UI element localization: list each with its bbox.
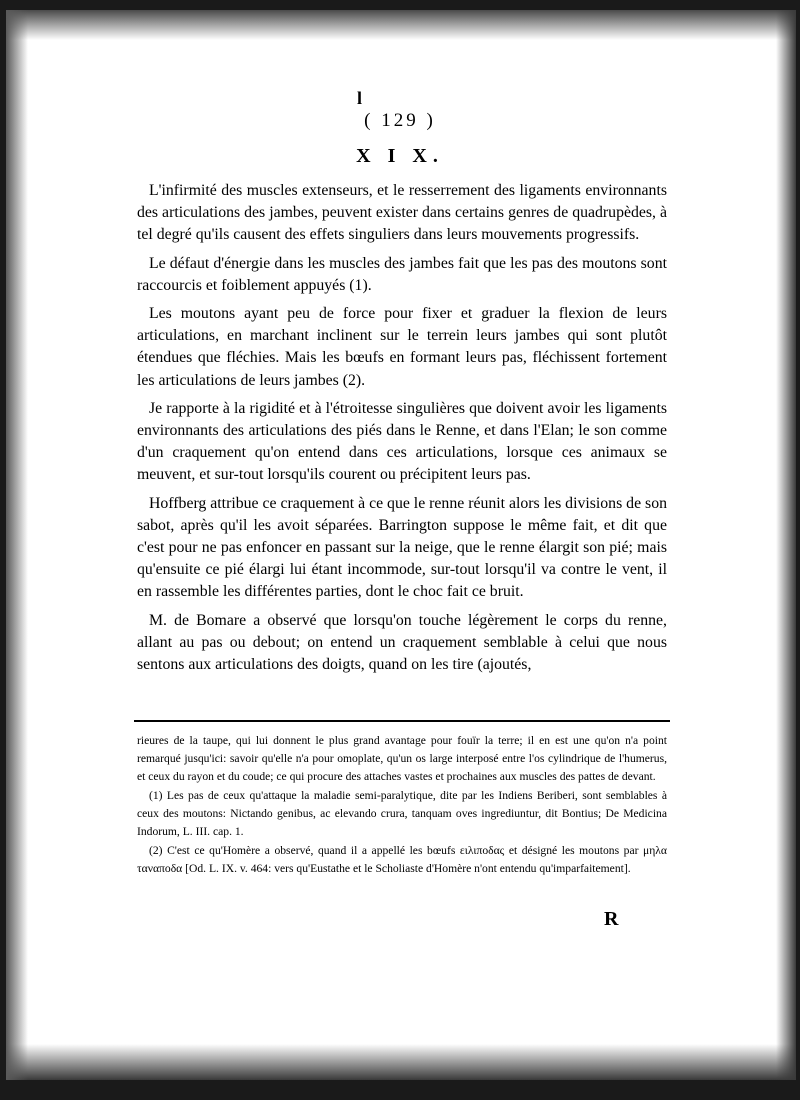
section-title: X I X.	[356, 145, 444, 167]
paragraph: Hoffberg attribue ce craquement à ce que le renne réunit alors les divisions de son sabot, après qu'il les avoit séparées. Barrington suppose le même fait, et dit que c'est pour ne pas enfoncer en passant sur la neige, que le renne élargit son pié; mais qu'ensuite ce pié élargi lui étant incommode, sur-tout lorsqu'il va contre le vent, il en rassemble les différentes parties, dont le choc fait ce bruit.	[137, 494, 667, 601]
scan-shadow-left	[6, 10, 28, 1080]
footnote-1: (1) Les pas de ceux qu'attaque la maladie semi-paralytique, dite par les Indiens Beriberi, sont semblables à ceux des moutons: Nictando genibus, ac elevando crura, tanquam oves ingrediuntur, dit Bontius; De Medicina Indorum, L. III. cap. 1.	[137, 789, 667, 838]
paragraph: L'infirmité des muscles extenseurs, et le resserrement des ligaments environnants des articulations des jambes, peuvent exister dans certains genres de quadrupèdes, à tel degré qu'ils causent des effets singuliers dans leurs mouvements progressifs.	[137, 182, 667, 244]
body-text	[137, 180, 667, 682]
paragraph: Je rapporte à la rigidité et à l'étroitesse singulières que doivent avoir les ligaments environnants des articulations des piés dans le Renne, et dans l'Elan; le son comme d'un craquement qu'on entend dans ces articulations, lorsque ces animaux se meuvent, et sur-tout lorsqu'ils courent ou précipitent leurs pas.	[137, 399, 667, 484]
paragraph: Le défaut d'énergie dans les muscles des jambes fait que les pas des moutons sont raccourcis et foiblement appuyés (1).	[137, 254, 667, 294]
top-mark: l	[357, 88, 363, 108]
page-number: ( 129 )	[364, 110, 436, 131]
signature-mark: R	[604, 908, 619, 930]
scan-shadow-right	[776, 10, 796, 1080]
scan-shadow-bottom	[6, 1044, 796, 1080]
scan-shadow-top	[6, 10, 796, 40]
footnote-2: (2) C'est ce qu'Homère a observé, quand il a appellé les bœufs ειλιποδας et désigné les moutons par μηλα ταναποδα [Od. L. IX. v. 464: vers qu'Eustathe et le Scholiaste d'Homère n'ont entendu qu'imparfaitement].	[137, 844, 667, 875]
footnote-continuation: rieures de la taupe, qui lui donnent le plus grand avantage pour fouïr la terre; il en est une qu'on n'a point remarqué jusqu'ici: savoir qu'elle n'a pour omoplate, qu'un os large interposé entre l'os cylindrique de l'humerus, et ceux du rayon et du coude; ce qui procure des attaches vastes et prochaines aux muscles des pattes de devant.	[137, 734, 667, 783]
footnotes	[137, 732, 667, 879]
paragraph: Les moutons ayant peu de force pour fixer et graduer la flexion de leurs articulations, en marchant inclinent sur le terrein leurs jambes qui sont plutôt étendues que fléchies. Mais les bœufs en formant leurs pas, fléchissent fortement les articulations de leurs jambes (2).	[137, 305, 667, 389]
scanned-page	[6, 10, 796, 1080]
paragraph: M. de Bomare a observé que lorsqu'on touche légèrement le corps du renne, allant au pas ou debout; on entend un craquement semblable à celui que nous sentons aux articulations des doigts, quand on les tire (ajoutés,	[137, 611, 667, 674]
footnote-divider	[134, 720, 670, 722]
